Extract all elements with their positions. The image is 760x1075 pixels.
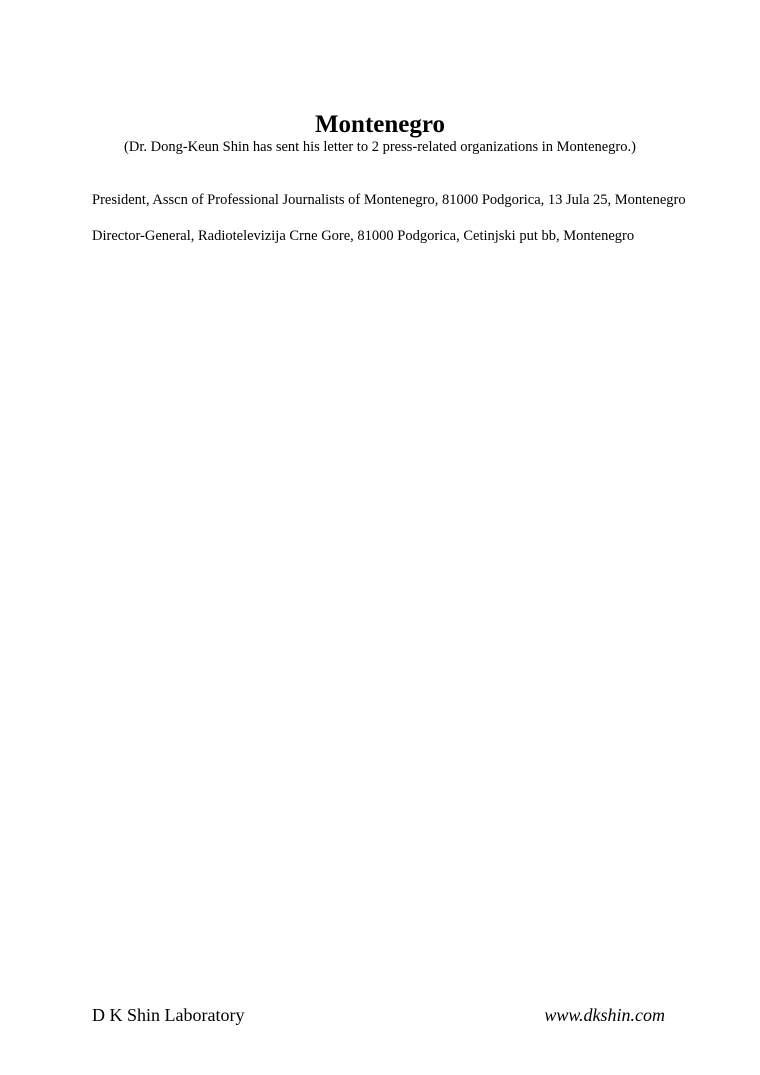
organization-entry: President, Asscn of Professional Journalists of Montenegro, 81000 Podgorica, 13 Jula 25, Montenegro (92, 192, 686, 208)
page-title: Montenegro (314, 111, 446, 138)
organization-list (92, 192, 692, 264)
organization-entry: Director-General, Radiotelevizija Crne Gore, 81000 Podgorica, Cetinjski put bb, Montenegro (92, 228, 635, 244)
footer-website: www.dkshin.com (544, 1005, 665, 1025)
footer-lab-name: D K Shin Laboratory (92, 1005, 245, 1025)
page-subtitle: (Dr. Dong-Keun Shin has sent his letter to 2 press-related organizations in Montenegro.) (124, 139, 636, 155)
